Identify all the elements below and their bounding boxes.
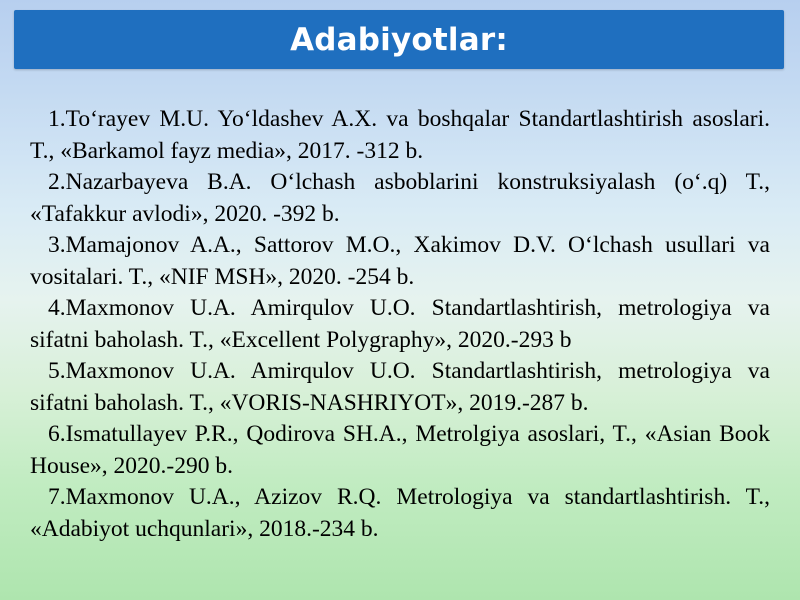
reference-item: 3.Mamajonov A.A., Sattorov M.O., Xakimov D.V. O‘lchash usullari va vositalari. T., «NIF MSH», 2020. -254 b. xyxy=(30,232,770,290)
reference-item: 7.Maxmonov U.A., Azizov R.Q. Metrologiya va standartlashtirish. T., «Adabiyot uchqunlari», 2018.-234 b. xyxy=(30,484,770,542)
reference-item: 5.Maxmonov U.A. Amirqulov U.O. Standartlashtirish, metrologiya va sifatni baholash. T., «VORIS-NASHRIYOT», 2019.-287 b. xyxy=(30,358,770,416)
reference-item: 6.Ismatullayev P.R., Qodirova SH.A., Metrolgiya asoslari, T., «Asian Book House», 2020.-290 b. xyxy=(30,421,770,479)
reference-item: 4.Maxmonov U.A. Amirqulov U.O. Standartlashtirish, metrologiya va sifatni baholash. T., «Excellent Polygraphy», 2020.-293 b xyxy=(30,295,770,353)
reference-item: 1.To‘rayev M.U. Yo‘ldashev A.X. va boshqalar Standartlashtirish asoslari. T., «Barkamol fayz media», 2017. -312 b. xyxy=(30,106,770,164)
references-list xyxy=(30,104,770,545)
title-bar xyxy=(14,10,784,69)
page-title: Adabiyotlar: xyxy=(290,21,508,58)
reference-item: 2.Nazarbayeva B.A. O‘lchash asboblarini konstruksiyalash (o‘.q) T., «Tafakkur avlodi», 2020. -392 b. xyxy=(30,169,770,227)
